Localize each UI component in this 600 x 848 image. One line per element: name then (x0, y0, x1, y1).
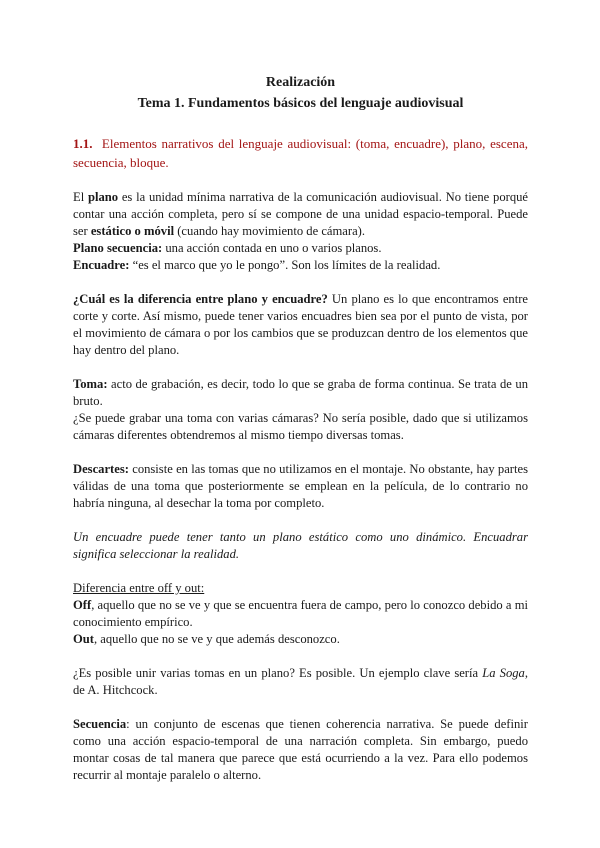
paragraph-diferencia (73, 291, 528, 359)
text: una acción contada en uno o varios planos. (162, 241, 382, 255)
term-out: Out (73, 632, 94, 646)
off-out-heading: Diferencia entre off y out: (73, 581, 205, 595)
term-plano-secuencia: Plano secuencia: (73, 241, 163, 255)
text: es la unidad mínima narrativa de la comunicación audiovisual. No tiene porqué contar una acción completa, pero sí se compone de una unidad espacio-temporal. Puede ser (73, 190, 528, 238)
film-title: La Soga (482, 666, 525, 680)
text: ¿Es posible unir varias tomas en un plano? Es posible. Un ejemplo clave sería (73, 666, 483, 680)
text: : un conjunto de escenas que tienen coherencia narrativa. Se puede definir como una acción espacio-temporal de una narración completa. Sin embargo, puedo montar cosas de tal manera que parece que está ocurriendo a la vez. Para ello podemos recurrir al montaje paralelo o alterno. (73, 717, 528, 782)
term-off: Off (73, 598, 92, 612)
text: , aquello que no se ve y que además desconozco. (94, 632, 340, 646)
text: Un plano es lo que encontramos entre corte y corte. Así mismo, puede tener varios encuadres bien sea por el punto de vista, por el movimiento de cámara o por los cambios que se produzcan dentro de los elementos que hay dentro del plano. (73, 292, 528, 357)
paragraph-descartes (73, 461, 528, 512)
section-heading (73, 134, 528, 172)
text: “es el marco que yo le pongo”. Son los límites de la realidad. (129, 258, 441, 272)
section-number: 1.1. (73, 136, 93, 151)
text: consiste en las tomas que no utilizamos en el montaje. No obstante, hay partes válidas de una toma que posteriormente se emplean en la película, de lo contrario no habría ninguna, al desechar la toma por completo. (73, 462, 528, 510)
paragraph-plano (73, 189, 528, 240)
paragraph-toma-pregunta: ¿Se puede grabar una toma con varias cámaras? No sería posible, dado que si utilizamos cámaras diferentes obtendremos al mismo tiempo diversas tomas. (73, 411, 528, 442)
document-subtitle: Tema 1. Fundamentos básicos del lenguaje audiovisual (137, 96, 464, 111)
term-plano: plano (87, 190, 119, 204)
term-encuadre: Encuadre: (73, 258, 130, 272)
term-descartes: Descartes: (73, 462, 129, 476)
paragraph-plano-secuencia (73, 240, 528, 257)
paragraph-toma (73, 376, 528, 410)
paragraph-out (73, 631, 528, 648)
term-question: ¿Cuál es la diferencia entre plano y encuadre? (73, 292, 328, 306)
paragraph-secuencia (73, 716, 528, 784)
text: El (73, 190, 88, 204)
term-estatico-movil: estático o móvil (90, 224, 175, 238)
term-secuencia: Secuencia (73, 717, 127, 731)
document-page (73, 73, 528, 784)
section-text: Elementos narrativos del lenguaje audiovisual: (toma, encuadre), plano, escena, secuencia, bloque. (73, 136, 528, 170)
paragraph-la-soga (73, 665, 528, 699)
text: , de A. Hitchcock. (73, 666, 528, 697)
text: (cuando hay movimiento de cámara). (174, 224, 366, 238)
paragraph-off (73, 597, 528, 631)
paragraph-encuadre-italic: Un encuadre puede tener tanto un plano estático como uno dinámico. Encuadrar significa seleccionar la realidad. (73, 530, 528, 561)
paragraph-encuadre (73, 257, 528, 274)
text: acto de grabación, es decir, todo lo que se graba de forma continua. Se trata de un bruto. (73, 377, 528, 408)
document-title: Realización (265, 75, 336, 90)
term-toma: Toma: (73, 377, 108, 391)
text: , aquello que no se ve y que se encuentra fuera de campo, pero lo conozco debido a mi conocimiento empírico. (73, 598, 528, 629)
